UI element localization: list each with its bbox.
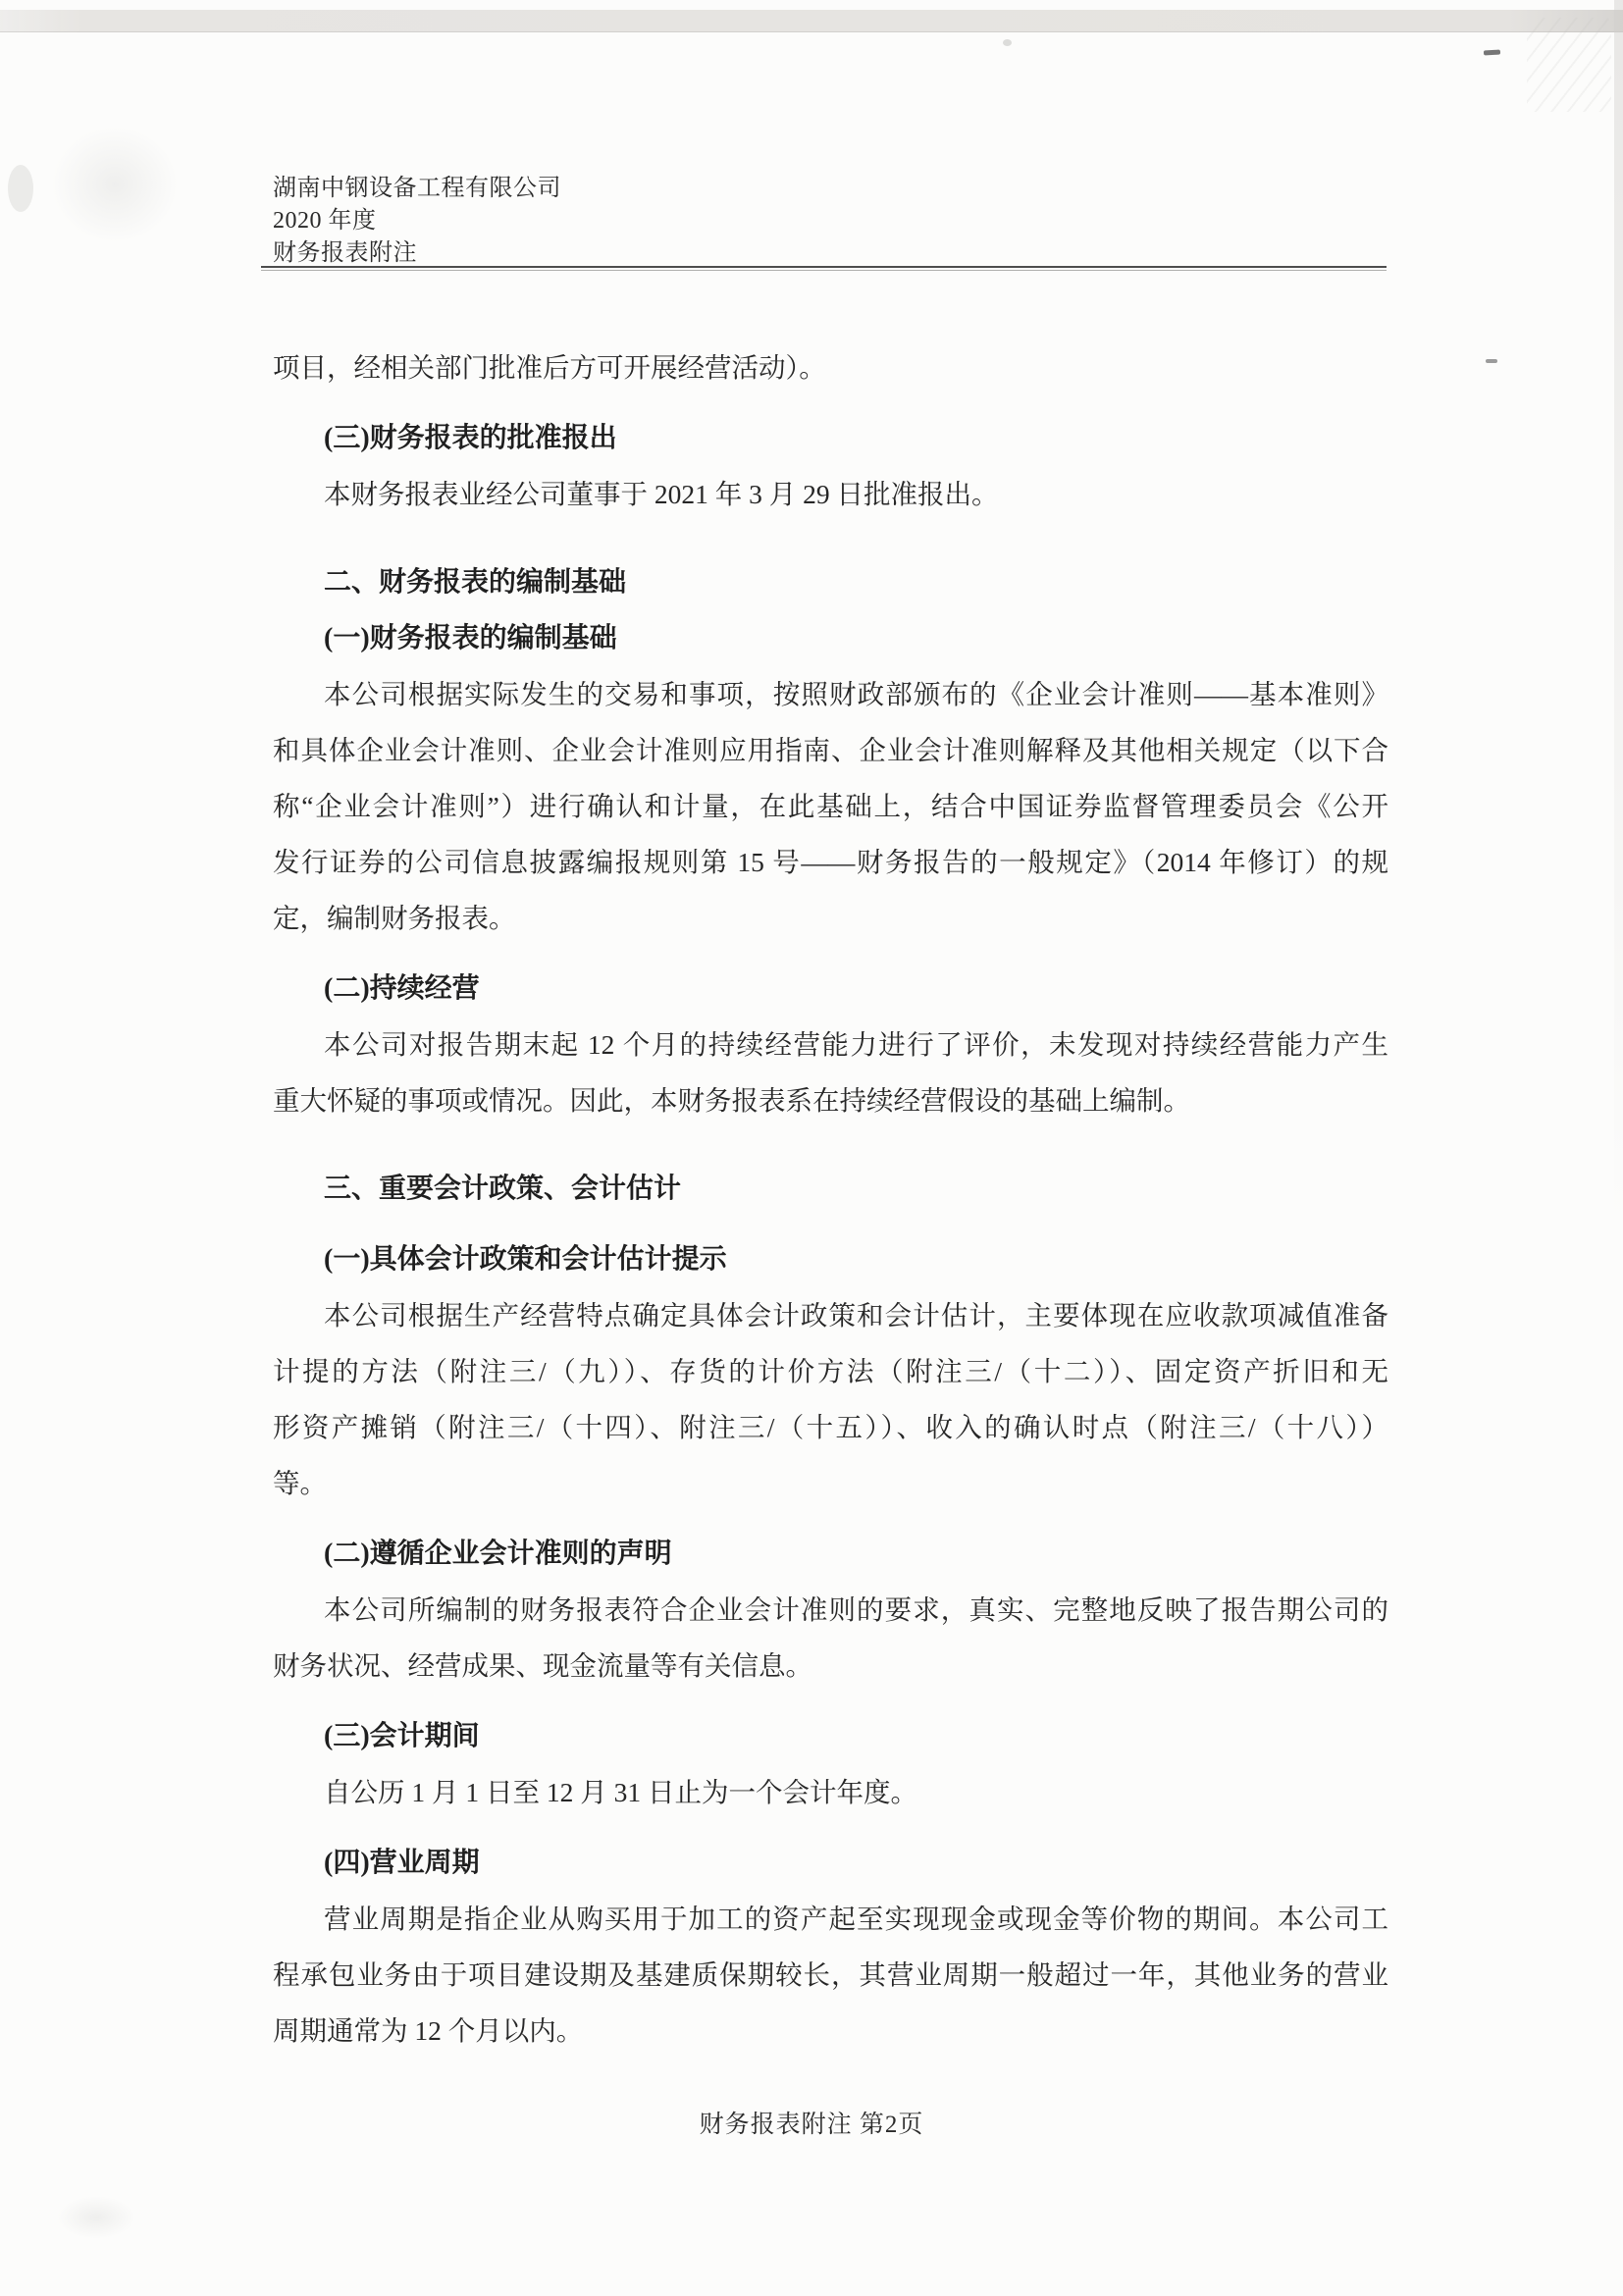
sub-heading: (三)会计期间	[324, 1721, 480, 1751]
text-line: 本公司对报告期末起 12 个月的持续经营能力进行了评价，未发现对持续经营能力产生	[324, 1029, 1388, 1060]
text-line: 程承包业务由于项目建设期及基建质保期较长，其营业周期一般超过一年，其他业务的营业	[273, 1959, 1388, 1990]
text-line: 重大怀疑的事项或情况。因此，本财务报表系在持续经营假设的基础上编制。	[273, 1085, 1190, 1116]
sub-heading: (二)遵循企业会计准则的声明	[324, 1539, 672, 1569]
sub-heading: (三)财务报表的批准报出	[324, 423, 617, 453]
scan-artifact-corner-streaks	[1527, 18, 1611, 112]
scan-artifact-smudge	[51, 126, 179, 243]
header-divider	[261, 266, 1387, 272]
text-line: 和具体企业会计准则、企业会计准则应用指南、企业会计准则解释及其他相关规定（以下合	[273, 735, 1388, 765]
scan-artifact-dash	[1486, 359, 1497, 363]
text-line: 周期通常为 12 个月以内。	[273, 2015, 584, 2046]
scan-artifact-top-band	[0, 10, 1623, 32]
section-heading: 三、重要会计政策、会计估计	[324, 1174, 682, 1204]
scan-artifact-blob	[57, 2196, 135, 2239]
text-line: 项目，经相关部门批准后方可开展经营活动）。	[273, 352, 826, 383]
text-line: 本公司根据实际发生的交易和事项，按照财政部颁布的《企业会计准则——基本准则》	[324, 679, 1388, 709]
sub-heading: (四)营业周期	[324, 1848, 480, 1878]
document-title: 财务报表附注	[273, 240, 417, 266]
text-line: 本公司根据生产经营特点确定具体会计政策和会计估计，主要体现在应收款项减值准备	[324, 1300, 1388, 1331]
text-line: 等。	[273, 1468, 327, 1498]
sub-heading: (一)具体会计政策和会计估计提示	[324, 1244, 727, 1275]
sub-heading: (二)持续经营	[324, 973, 480, 1004]
text-line: 计提的方法（附注三/（九））、存货的计价方法（附注三/（十二））、固定资产折旧和无	[273, 1356, 1388, 1386]
page-header	[273, 173, 561, 270]
scan-artifact-edge-shade	[1614, 0, 1623, 1226]
text-line: 本公司所编制的财务报表符合企业会计准则的要求，真实、完整地反映了报告期公司的	[324, 1594, 1388, 1625]
text-line: 自公历 1 月 1 日至 12 月 31 日止为一个会计年度。	[324, 1777, 917, 1807]
fiscal-year: 2020 年度	[273, 208, 377, 234]
document-body	[273, 339, 1388, 2059]
text-line: 营业周期是指企业从购买用于加工的资产起至实现现金或现金等价物的期间。本公司工	[324, 1904, 1388, 1934]
text-line: 称“企业会计准则”）进行确认和计量，在此基础上，结合中国证券监督管理委员会《公开	[273, 791, 1388, 821]
text-line: 本财务报表业经公司董事于 2021 年 3 月 29 日批准报出。	[324, 479, 999, 509]
scan-artifact-dash	[1484, 50, 1500, 56]
sub-heading: (一)财务报表的编制基础	[324, 623, 617, 653]
page-footer: 财务报表附注 第2页	[699, 2112, 924, 2138]
section-heading: 二、财务报表的编制基础	[324, 567, 627, 598]
text-line: 发行证券的公司信息披露编报规则第 15 号——财务报告的一般规定》（2014 年修订）的规	[273, 847, 1388, 877]
text-line: 定，编制财务报表。	[273, 903, 516, 933]
scan-artifact-speck	[1003, 39, 1012, 46]
company-name: 湖南中钢设备工程有限公司	[273, 176, 561, 201]
scan-artifact-blob	[8, 165, 33, 212]
text-line: 形资产摊销（附注三/（十四）、附注三/（十五））、收入的确认时点（附注三/（十八））	[273, 1412, 1388, 1442]
text-line: 财务状况、经营成果、现金流量等有关信息。	[273, 1650, 812, 1681]
